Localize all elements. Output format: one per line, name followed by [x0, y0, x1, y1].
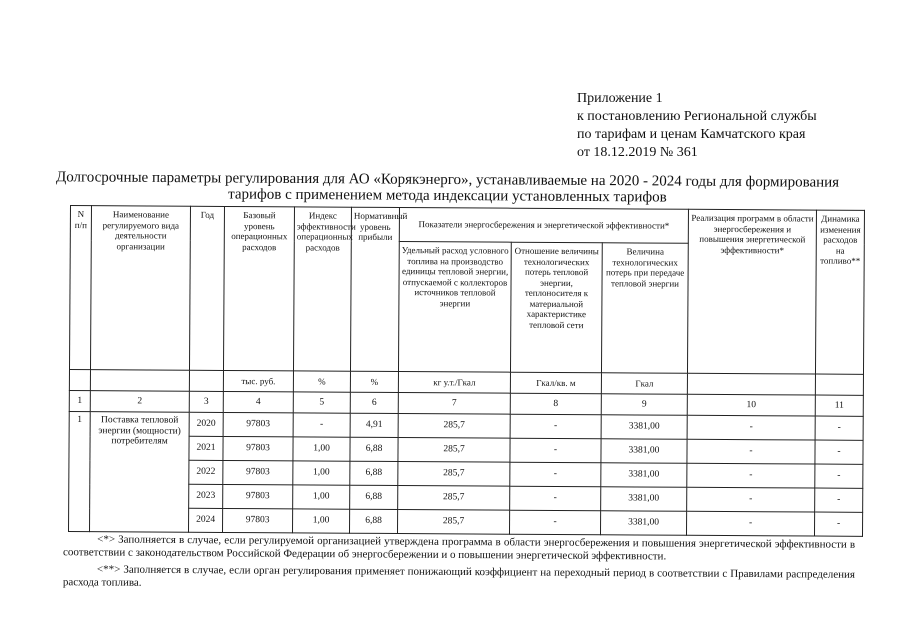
cell-losses-ratio: - [510, 414, 601, 439]
cell-fuel: 285,7 [398, 486, 510, 511]
col-number: 3 [189, 391, 223, 412]
cell-index: 1,00 [293, 461, 350, 485]
header-num: N п/п [69, 206, 91, 370]
cell-programs: - [687, 487, 815, 512]
header-fuel: Удельный расход условного топлива на производство единицы тепловой энергии, отпускаемой с коллекторов источников тепловой энергии [398, 242, 511, 373]
header-base: Базовый уровень операционных расходов [223, 206, 294, 370]
col-number: 7 [398, 393, 510, 415]
col-number: 10 [687, 394, 815, 416]
cell-year: 2020 [189, 412, 223, 436]
header-profit: Нормативный уровень прибыли [350, 207, 399, 371]
parameters-table [68, 205, 865, 537]
cell-dynamics: - [815, 512, 863, 536]
header-index: Индекс эффективности операционных расходов [293, 207, 351, 371]
cell-base: 97803 [223, 508, 293, 532]
cell-losses: 3381,00 [600, 511, 686, 536]
cell-dynamics: - [815, 416, 863, 440]
col-number: 2 [90, 391, 189, 413]
cell-programs: - [687, 415, 815, 440]
cell-programs: - [687, 511, 815, 536]
col-number: 6 [350, 392, 398, 413]
unit-losses: Гкал [601, 373, 687, 395]
appendix-header [577, 90, 817, 162]
cell-base: 97803 [223, 460, 293, 484]
cell-index: 1,00 [293, 509, 350, 533]
cell-losses: 3381,00 [601, 439, 687, 464]
cell-programs: - [687, 439, 815, 464]
cell-base: 97803 [223, 412, 293, 436]
table-row [69, 507, 863, 536]
unit-fuel: кг у.т./Гкал [398, 372, 510, 394]
cell-year: 2023 [189, 484, 223, 508]
cell-dynamics: - [815, 440, 863, 464]
cell-year: 2024 [189, 508, 223, 532]
cell-programs: - [687, 463, 815, 488]
header-org: Наименование регулируемого вида деятельности организации [90, 206, 190, 371]
cell-profit: 4,91 [350, 413, 398, 437]
header-programs: Реализация программ в области энергосбережения и повышения энергетической эффективности* [687, 209, 816, 374]
header-energy-group: Показатели энергосбережения и энергетической эффективности* [399, 208, 688, 244]
document-title: Долгосрочные параметры регулирования для АО «Корякэнерго», устанавливаемые на 2020 - 2024 годы для формирования тарифов с применением метода индексации установленных тарифов [55, 169, 840, 206]
cell-fuel: 285,7 [398, 462, 510, 487]
unit-losses-ratio: Гкал/кв. м [510, 372, 601, 394]
footnotes [63, 533, 855, 595]
col-number: 4 [223, 391, 293, 412]
header-year: Год [189, 206, 224, 370]
cell-profit: 6,88 [350, 485, 398, 509]
appendix-line3: по тарифам и ценам Камчатского края [577, 127, 806, 142]
appendix-line2: к постановлению Региональной службы [577, 109, 817, 124]
cell-losses: 3381,00 [601, 463, 687, 488]
cell-year: 2021 [189, 436, 223, 460]
cell-index: 1,00 [293, 485, 350, 509]
cell-losses-ratio: - [510, 486, 601, 511]
cell-losses-ratio: - [510, 462, 601, 487]
col-number: 9 [601, 394, 687, 416]
cell-losses: 3381,00 [601, 415, 687, 440]
footnote-2: <**> Заполняется в случае, если орган регулирования применяет понижающий коэффициент на переходный период в соответствии с Правилами распределения расхода топлива. [62, 563, 855, 589]
cell-index: 1,00 [293, 437, 350, 461]
cell-profit: 6,88 [350, 461, 398, 485]
unit-index: % [293, 371, 350, 392]
col-number: 5 [293, 392, 350, 413]
col-number: 11 [815, 395, 863, 416]
unit-profit: % [350, 371, 398, 392]
cell-losses: 3381,00 [601, 487, 687, 512]
cell-dynamics: - [815, 464, 863, 488]
col-number: 1 [69, 390, 90, 411]
cell-fuel: 285,7 [397, 510, 509, 535]
cell-index: - [293, 413, 350, 437]
cell-dynamics: - [815, 488, 863, 512]
header-losses: Величина технологических потерь при передаче тепловой энергии [601, 243, 688, 374]
col-number: 8 [510, 393, 601, 415]
cell-profit: 6,88 [350, 437, 398, 461]
appendix-line1: Приложение 1 [577, 91, 663, 106]
appendix-line4: от 18.12.2019 № 361 [577, 145, 698, 160]
footnote-1: <*> Заполняется в случае, если регулируемой организацией утверждена программа в области энергосбережения и повышения энергетической эффективности в соответствии с законодательством Российской Федерации об энергосбережении и о повышении энергетической эффективности. [63, 533, 856, 563]
row-number: 1 [69, 411, 91, 531]
cell-profit: 6,88 [350, 509, 398, 533]
cell-base: 97803 [223, 484, 293, 508]
header-losses-ratio: Отношение величины технологических потерь тепловой энергии, теплоносителя к материальной характеристике тепловой сети [510, 242, 602, 373]
cell-base: 97803 [223, 436, 293, 460]
header-dynamics: Динамика изменения расходов на топливо** [815, 210, 864, 374]
cell-year: 2022 [189, 460, 223, 484]
cell-losses-ratio: - [509, 510, 600, 535]
cell-fuel: 285,7 [398, 414, 510, 439]
unit-base: тыс. руб. [223, 370, 293, 391]
row-activity-name: Поставка тепловой энергии (мощности) потребителям [90, 412, 190, 533]
cell-fuel: 285,7 [398, 438, 510, 463]
cell-losses-ratio: - [510, 438, 601, 463]
